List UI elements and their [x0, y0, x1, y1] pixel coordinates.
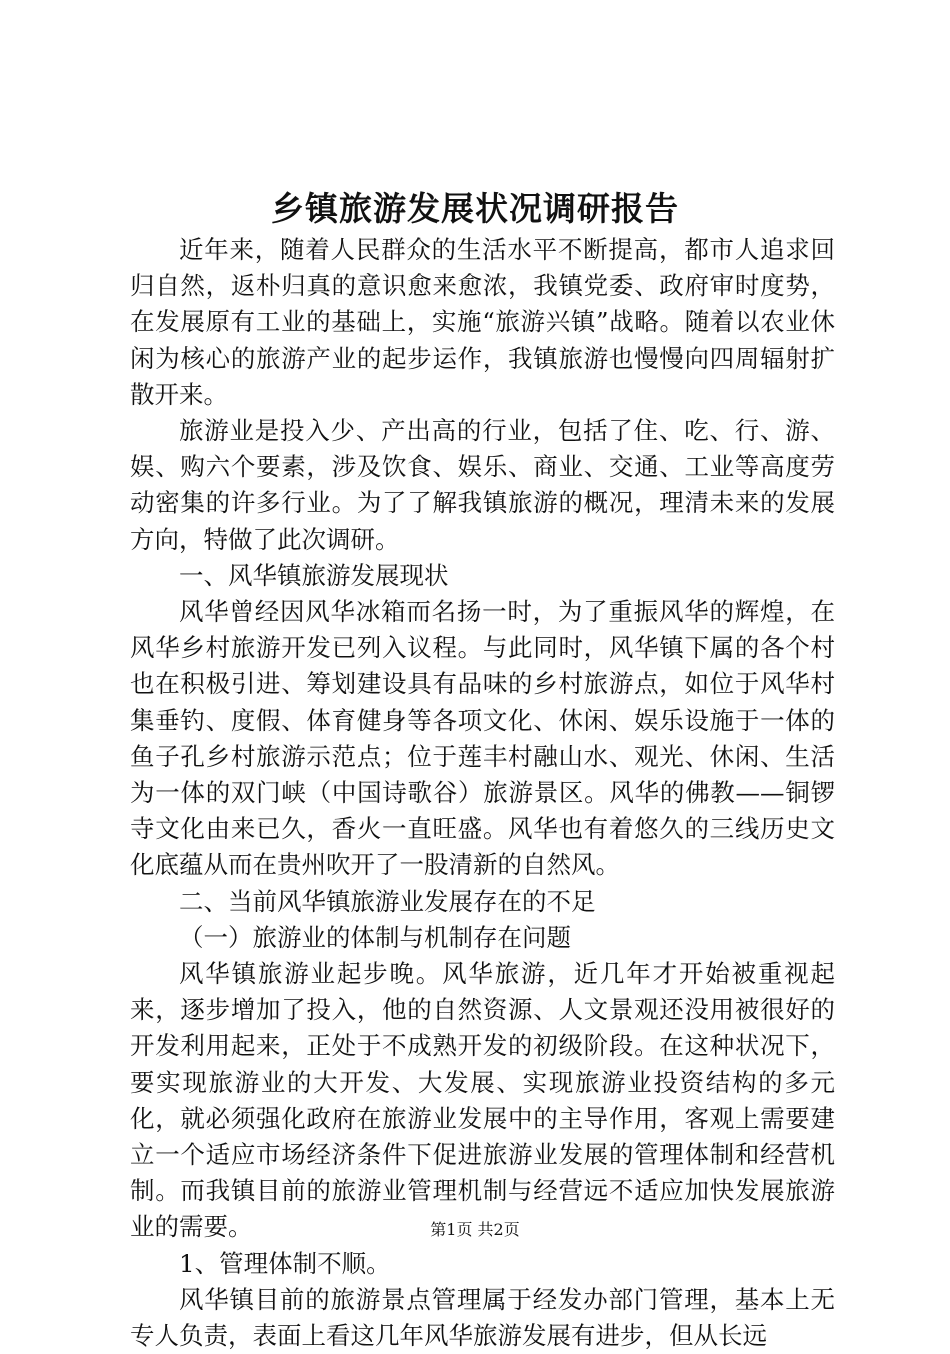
paragraph-current-status: 风华曾经因风华冰箱而名扬一时，为了重振风华的辉煌，在风华乡村旅游开发已列入议程。与此同时，风华镇下属的各个村也在积极引进、筹划建设具有品味的乡村旅游点，如位于风华村集垂钓、度假、体育健身等各项文化、休闲、娱乐设施于一体的鱼子孔乡村旅游示范点；位于莲丰村融山水、观光、休闲、生活为一体的双门峡（中国诗歌谷）旅游景区。风华的佛教——铜锣寺文化由来已久，香火一直旺盛。风华也有着悠久的三线历史文化底蕴从而在贵州吹开了一股清新的自然风。 — [130, 597, 835, 880]
paragraph-system-issues: 风华镇旅游业起步晚。风华旅游，近几年才开始被重视起来，逐步增加了投入，他的自然资源、人文景观还没用被很好的开发利用起来，正处于不成熟开发的初级阶段。在这种状况下，要实现旅游业的大开发、大发展、实现旅游业投资结构的多元化，就必须强化政府在旅游业发展中的主导作用，客观上需要建立一个适应市场经济条件下促进旅游业发展的管理体制和经营机制。而我镇目前的旅游业管理机制与经营远不适应加快发展旅游业的需要。 — [130, 959, 835, 1242]
document-body — [130, 232, 835, 1354]
paragraph-management: 风华镇目前的旅游景点管理属于经发办部门管理，基本上无专人负责，表面上看这几年风华旅游发展有进步，但从长远 — [130, 1284, 835, 1351]
item-heading-1: 1、管理体制不顺。 — [179, 1248, 391, 1278]
document-title: 乡镇旅游发展状况调研报告 — [271, 189, 679, 228]
subsection-heading-1: （一）旅游业的体制与机制存在问题 — [179, 922, 571, 952]
paragraph-intro: 近年来，随着人民群众的生活水平不断提高，都市人追求回归自然，返朴归真的意识愈来愈浓，我镇党委、政府审时度势，在发展原有工业的基础上，实施“旅游兴镇”战略。随着以农业休闲为核心的旅游产业的起步运作，我镇旅游也慢慢向四周辐射扩散开来。 — [130, 235, 835, 409]
section-heading-1: 一、风华镇旅游发展现状 — [179, 560, 449, 590]
paragraph-tourism-industry: 旅游业是投入少、产出高的行业，包括了住、吃、行、游、娱、购六个要素，涉及饮食、娱乐、商业、交通、工业等高度劳动密集的许多行业。为了了解我镇旅游的概况，理清未来的发展方向，特做了此次调研。 — [130, 416, 835, 554]
page-number-footer: 第1页 共2页 — [430, 1220, 520, 1239]
section-heading-2: 二、当前风华镇旅游业发展存在的不足 — [179, 886, 596, 916]
